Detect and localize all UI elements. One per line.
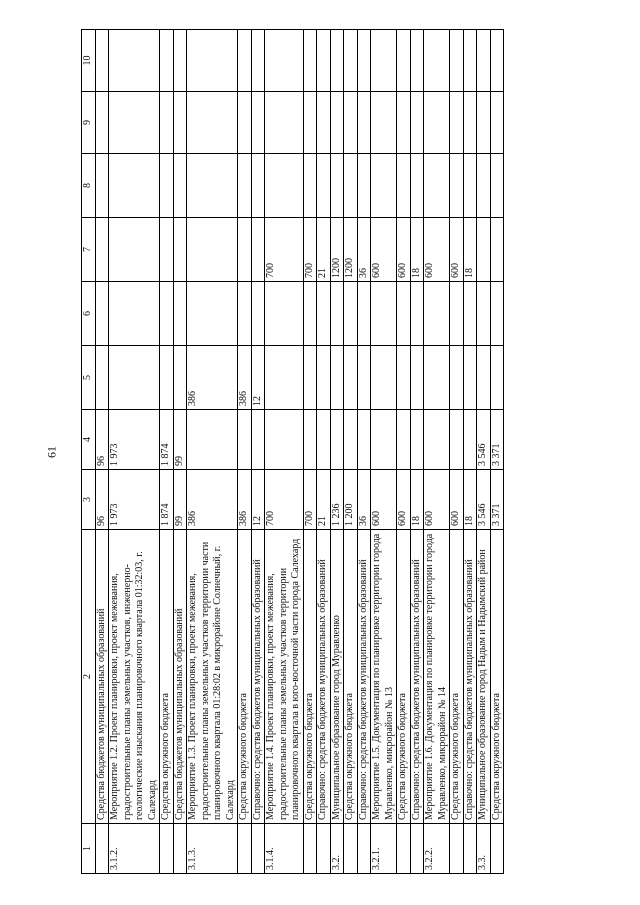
table-row: [238, 30, 252, 874]
value-cell-c7: 1200: [344, 218, 358, 282]
value-cell-c10: [109, 30, 160, 92]
value-cell-c9: [490, 92, 504, 154]
value-cell-c6: [371, 282, 397, 346]
value-cell-c8: [265, 154, 304, 218]
row-name-cell: Мероприятие 1.5. Документация по планировке территории города Муравленко, микрорайон № 13: [371, 530, 397, 824]
value-cell-c8: [160, 154, 174, 218]
value-cell-c3: 36: [357, 470, 371, 530]
table-row: [424, 30, 450, 874]
table-row: [251, 30, 265, 874]
table-row: [330, 30, 344, 874]
row-name-cell: Мероприятие 1.2. Проект планировки, проект межевания, градостроительные планы земельных участков, инженерно-геологические изыскания планировочного квартала 01:32:03, г. Салехард: [109, 530, 160, 824]
value-cell-c6: [344, 282, 358, 346]
value-cell-c8: [490, 154, 504, 218]
value-cell-c9: [410, 92, 424, 154]
value-cell-c3: 700: [303, 470, 317, 530]
value-cell-c10: [490, 30, 504, 92]
row-name-cell: Справочно: средства бюджетов муниципальных образований: [251, 530, 265, 824]
value-cell-c5: [490, 346, 504, 410]
value-cell-c6: [173, 282, 187, 346]
row-number-cell: [303, 824, 317, 874]
value-cell-c8: [477, 154, 491, 218]
value-cell-c3: 386: [187, 470, 238, 530]
header-cell: 3: [82, 470, 96, 530]
row-name-cell: Справочно: средства бюджетов муниципальных образований: [410, 530, 424, 824]
row-number-cell: [410, 824, 424, 874]
row-number-cell: 3.2.2.: [424, 824, 450, 874]
value-cell-c10: [397, 30, 411, 92]
value-cell-c9: [477, 92, 491, 154]
row-name-cell: Муниципальное образование город Надым и Надымский район: [477, 530, 491, 824]
value-cell-c4: 96: [95, 410, 109, 470]
header-cell: 9: [82, 92, 96, 154]
value-cell-c5: 386: [187, 346, 238, 410]
value-cell-c9: [424, 92, 450, 154]
value-cell-c10: [160, 30, 174, 92]
value-cell-c4: [187, 410, 238, 470]
value-cell-c10: [251, 30, 265, 92]
value-cell-c4: [265, 410, 304, 470]
value-cell-c6: [303, 282, 317, 346]
row-name-cell: Мероприятие 1.6. Документация по планировке территории города Муравленко, микрорайон № 14: [424, 530, 450, 824]
value-cell-c10: [317, 30, 331, 92]
value-cell-c6: [357, 282, 371, 346]
value-cell-c9: [344, 92, 358, 154]
value-cell-c4: [330, 410, 344, 470]
value-cell-c3: 18: [410, 470, 424, 530]
value-cell-c7: 18: [463, 218, 477, 282]
header-cell: 7: [82, 218, 96, 282]
financing-table: [81, 29, 504, 874]
value-cell-c9: [371, 92, 397, 154]
row-number-cell: [450, 824, 464, 874]
table-row: [303, 30, 317, 874]
value-cell-c4: 1 874: [160, 410, 174, 470]
value-cell-c10: [450, 30, 464, 92]
value-cell-c4: [344, 410, 358, 470]
row-name-cell: Средства окружного бюджета: [303, 530, 317, 824]
row-number-cell: 3.2.: [330, 824, 344, 874]
value-cell-c4: [317, 410, 331, 470]
value-cell-c7: 600: [371, 218, 397, 282]
value-cell-c10: [330, 30, 344, 92]
value-cell-c3: 18: [463, 470, 477, 530]
value-cell-c4: [238, 410, 252, 470]
value-cell-c8: [397, 154, 411, 218]
value-cell-c5: 12: [251, 346, 265, 410]
value-cell-c7: [95, 218, 109, 282]
value-cell-c8: [238, 154, 252, 218]
row-name-cell: Средства окружного бюджета: [450, 530, 464, 824]
value-cell-c5: [357, 346, 371, 410]
row-number-cell: [317, 824, 331, 874]
value-cell-c4: [357, 410, 371, 470]
value-cell-c8: [344, 154, 358, 218]
row-name-cell: Справочно: средства бюджетов муниципальных образований: [317, 530, 331, 824]
value-cell-c10: [477, 30, 491, 92]
value-cell-c7: [187, 218, 238, 282]
row-name-cell: Средства окружного бюджета: [238, 530, 252, 824]
value-cell-c5: [265, 346, 304, 410]
value-cell-c6: [410, 282, 424, 346]
value-cell-c5: [371, 346, 397, 410]
value-cell-c5: [450, 346, 464, 410]
value-cell-c8: [463, 154, 477, 218]
rotated-table-container: [81, 30, 610, 874]
value-cell-c10: [95, 30, 109, 92]
row-number-cell: [344, 824, 358, 874]
header-cell: 1: [82, 824, 96, 874]
value-cell-c6: [450, 282, 464, 346]
header-cell: 10: [82, 30, 96, 92]
table-row: [371, 30, 397, 874]
value-cell-c3: 3 546: [477, 470, 491, 530]
value-cell-c9: [238, 92, 252, 154]
value-cell-c6: [424, 282, 450, 346]
value-cell-c3: 386: [238, 470, 252, 530]
value-cell-c6: [490, 282, 504, 346]
value-cell-c8: [317, 154, 331, 218]
value-cell-c9: [173, 92, 187, 154]
row-number-cell: [173, 824, 187, 874]
value-cell-c7: 600: [450, 218, 464, 282]
header-cell: 8: [82, 154, 96, 218]
value-cell-c3: 1 236: [330, 470, 344, 530]
value-cell-c6: [330, 282, 344, 346]
value-cell-c8: [173, 154, 187, 218]
row-number-cell: 3.1.4.: [265, 824, 304, 874]
value-cell-c3: 12: [251, 470, 265, 530]
value-cell-c4: 1 973: [109, 410, 160, 470]
value-cell-c4: 3 371: [490, 410, 504, 470]
value-cell-c6: [397, 282, 411, 346]
table-row: [109, 30, 160, 874]
value-cell-c9: [109, 92, 160, 154]
value-cell-c9: [265, 92, 304, 154]
value-cell-c4: 99: [173, 410, 187, 470]
value-cell-c10: [173, 30, 187, 92]
value-cell-c8: [424, 154, 450, 218]
value-cell-c5: [463, 346, 477, 410]
value-cell-c7: 18: [410, 218, 424, 282]
value-cell-c7: 700: [265, 218, 304, 282]
row-number-cell: 3.2.1.: [371, 824, 397, 874]
value-cell-c5: [303, 346, 317, 410]
value-cell-c5: [160, 346, 174, 410]
value-cell-c6: [109, 282, 160, 346]
value-cell-c5: [109, 346, 160, 410]
row-number-cell: [463, 824, 477, 874]
header-cell: 5: [82, 346, 96, 410]
row-name-cell: Средства окружного бюджета: [160, 530, 174, 824]
row-name-cell: Средства бюджетов муниципальных образований: [173, 530, 187, 824]
value-cell-c8: [251, 154, 265, 218]
value-cell-c9: [317, 92, 331, 154]
value-cell-c10: [410, 30, 424, 92]
table-row: [410, 30, 424, 874]
value-cell-c8: [450, 154, 464, 218]
table-row: [490, 30, 504, 874]
value-cell-c6: [317, 282, 331, 346]
table-row: [173, 30, 187, 874]
value-cell-c8: [371, 154, 397, 218]
row-number-cell: [160, 824, 174, 874]
value-cell-c8: [303, 154, 317, 218]
value-cell-c7: [160, 218, 174, 282]
row-number-cell: [397, 824, 411, 874]
value-cell-c7: 600: [424, 218, 450, 282]
value-cell-c4: 3 546: [477, 410, 491, 470]
value-cell-c6: [160, 282, 174, 346]
value-cell-c5: [317, 346, 331, 410]
value-cell-c10: [357, 30, 371, 92]
row-number-cell: 3.1.3.: [187, 824, 238, 874]
value-cell-c8: [357, 154, 371, 218]
row-number-cell: [490, 824, 504, 874]
value-cell-c4: [410, 410, 424, 470]
value-cell-c6: [477, 282, 491, 346]
table-row: [397, 30, 411, 874]
value-cell-c8: [109, 154, 160, 218]
row-number-cell: [251, 824, 265, 874]
row-name-cell: Средства окружного бюджета: [490, 530, 504, 824]
value-cell-c7: 600: [397, 218, 411, 282]
value-cell-c7: [109, 218, 160, 282]
value-cell-c10: [463, 30, 477, 92]
value-cell-c9: [303, 92, 317, 154]
value-cell-c8: [410, 154, 424, 218]
value-cell-c4: [463, 410, 477, 470]
value-cell-c9: [463, 92, 477, 154]
value-cell-c7: 21: [317, 218, 331, 282]
value-cell-c10: [303, 30, 317, 92]
value-cell-c3: 96: [95, 470, 109, 530]
value-cell-c7: [251, 218, 265, 282]
value-cell-c9: [357, 92, 371, 154]
value-cell-c5: [424, 346, 450, 410]
value-cell-c8: [95, 154, 109, 218]
value-cell-c3: 99: [173, 470, 187, 530]
value-cell-c6: [187, 282, 238, 346]
row-number-cell: 3.3.: [477, 824, 491, 874]
value-cell-c3: 21: [317, 470, 331, 530]
row-number-cell: [95, 824, 109, 874]
header-cell: 4: [82, 410, 96, 470]
value-cell-c9: [187, 92, 238, 154]
value-cell-c5: [397, 346, 411, 410]
value-cell-c6: [265, 282, 304, 346]
value-cell-c4: [371, 410, 397, 470]
table-row: [160, 30, 174, 874]
value-cell-c7: [490, 218, 504, 282]
value-cell-c4: [303, 410, 317, 470]
value-cell-c8: [330, 154, 344, 218]
value-cell-c10: [238, 30, 252, 92]
row-number-cell: [357, 824, 371, 874]
value-cell-c10: [424, 30, 450, 92]
value-cell-c6: [238, 282, 252, 346]
row-name-cell: Мероприятие 1.3. Проект планировки, проект межевания, градостроительные планы земельных участков территории части планировочного квартала 01:28:02 в микрорайоне Солнечный, г. Салехард: [187, 530, 238, 824]
page-number: 61: [44, 446, 59, 458]
value-cell-c9: [397, 92, 411, 154]
value-cell-c5: [95, 346, 109, 410]
value-cell-c8: [187, 154, 238, 218]
value-cell-c4: [424, 410, 450, 470]
row-number-cell: [238, 824, 252, 874]
value-cell-c3: 700: [265, 470, 304, 530]
value-cell-c3: 1 973: [109, 470, 160, 530]
table-row: [357, 30, 371, 874]
value-cell-c7: [173, 218, 187, 282]
value-cell-c5: [477, 346, 491, 410]
value-cell-c3: 600: [397, 470, 411, 530]
table-row: [450, 30, 464, 874]
value-cell-c10: [265, 30, 304, 92]
value-cell-c7: 700: [303, 218, 317, 282]
header-row: [82, 30, 96, 874]
value-cell-c10: [187, 30, 238, 92]
value-cell-c5: [173, 346, 187, 410]
row-name-cell: Средства окружного бюджета: [344, 530, 358, 824]
header-cell: 6: [82, 282, 96, 346]
value-cell-c4: [251, 410, 265, 470]
header-cell: 2: [82, 530, 96, 824]
value-cell-c5: [410, 346, 424, 410]
table-row: [463, 30, 477, 874]
table-row: [95, 30, 109, 874]
table-row: [317, 30, 331, 874]
value-cell-c3: 600: [450, 470, 464, 530]
value-cell-c6: [251, 282, 265, 346]
value-cell-c7: 1200: [330, 218, 344, 282]
value-cell-c9: [251, 92, 265, 154]
value-cell-c4: [397, 410, 411, 470]
value-cell-c9: [330, 92, 344, 154]
value-cell-c3: 1 200: [344, 470, 358, 530]
value-cell-c5: [344, 346, 358, 410]
value-cell-c3: 600: [424, 470, 450, 530]
row-name-cell: Справочно: средства бюджетов муниципальных образований: [357, 530, 371, 824]
table-row: [344, 30, 358, 874]
value-cell-c5: [330, 346, 344, 410]
value-cell-c7: [238, 218, 252, 282]
value-cell-c7: 36: [357, 218, 371, 282]
value-cell-c4: [450, 410, 464, 470]
value-cell-c3: 1 874: [160, 470, 174, 530]
table-row: [265, 30, 304, 874]
value-cell-c3: 600: [371, 470, 397, 530]
row-name-cell: Справочно: средства бюджетов муниципальных образований: [463, 530, 477, 824]
value-cell-c5: 386: [238, 346, 252, 410]
row-name-cell: Мероприятие 1.4. Проект планировки, проект межевания, градостроительные планы земельных участков территории планировочного квартала в юго-восточной части города Салехард: [265, 530, 304, 824]
row-name-cell: Муниципальное образование город Муравленко: [330, 530, 344, 824]
table-row: [187, 30, 238, 874]
row-name-cell: Средства окружного бюджета: [397, 530, 411, 824]
value-cell-c9: [95, 92, 109, 154]
value-cell-c10: [371, 30, 397, 92]
value-cell-c7: [477, 218, 491, 282]
value-cell-c6: [463, 282, 477, 346]
value-cell-c3: 3 371: [490, 470, 504, 530]
table-row: [477, 30, 491, 874]
value-cell-c9: [450, 92, 464, 154]
row-name-cell: Средства бюджетов муниципальных образований: [95, 530, 109, 824]
value-cell-c6: [95, 282, 109, 346]
value-cell-c10: [344, 30, 358, 92]
row-number-cell: 3.1.2.: [109, 824, 160, 874]
value-cell-c9: [160, 92, 174, 154]
